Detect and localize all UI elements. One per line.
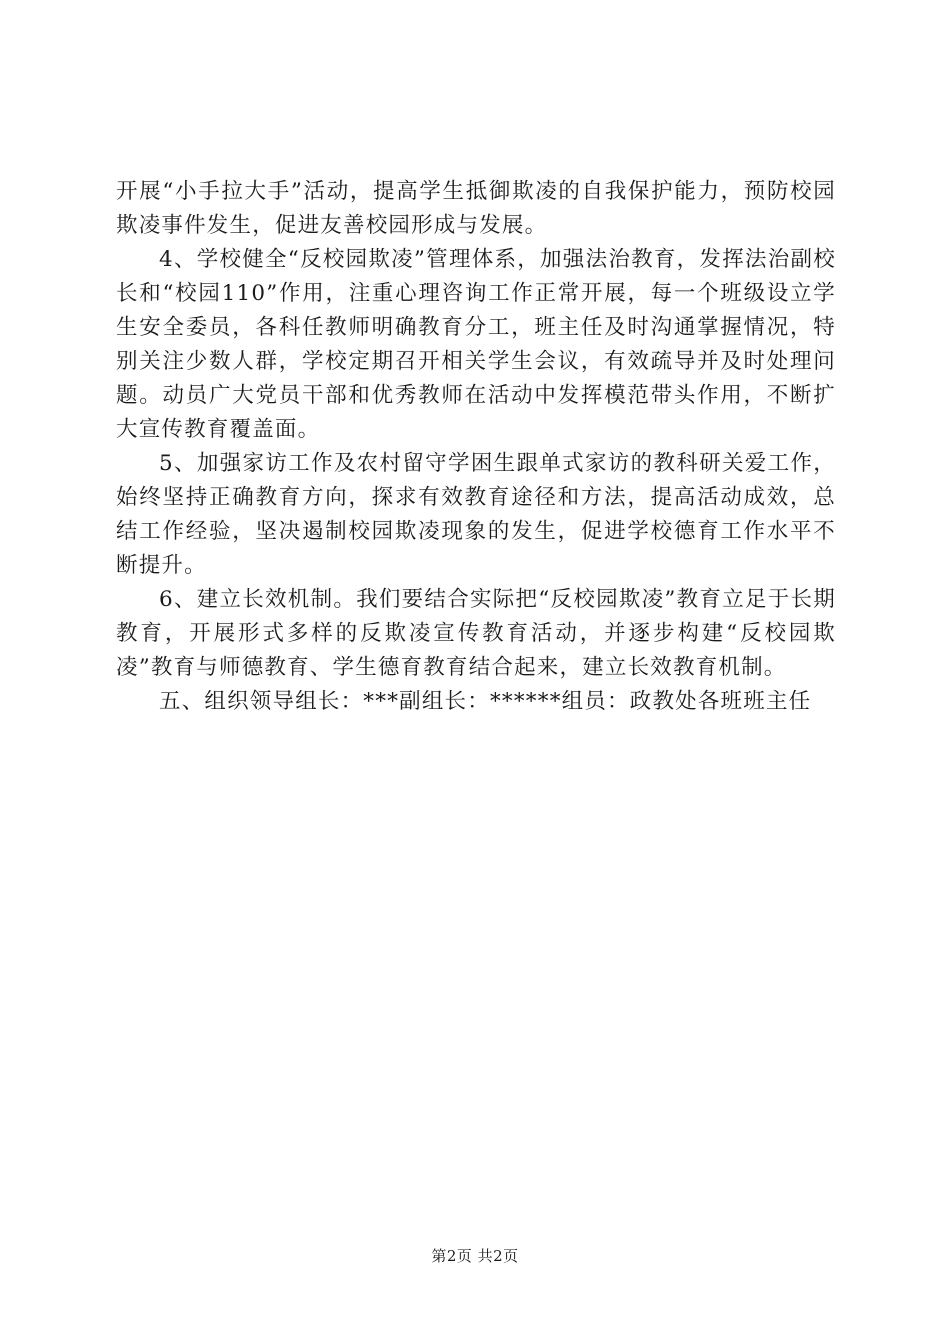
paragraph-item-6: 6、建立长效机制。我们要结合实际把“反校园欺凌”教育立足于长期教育，开展形式多样的反欺凌宣传教育活动，并逐步构建“反校园欺凌”教育与师德教育、学生德育教育结合起来，建立长效教育机制。: [116, 587, 836, 680]
paragraph-section-5-organization: 五、组织领导组长：***副组长：******组员：政教处各班班主任: [159, 689, 812, 714]
paragraph-item-5: 5、加强家访工作及农村留守学困生跟单式家访的教科研关爱工作，始终坚持正确教育方向，探求有效教育途径和方法，提高活动成效，总结工作经验，坚决遏制校园欺凌现象的发生，促进学校德育工作水平不断提升。: [116, 451, 836, 578]
paragraph-item-4: 4、学校健全“反校园欺凌”管理体系，加强法治教育，发挥法治副校长和“校园110”作用，注重心理咨询工作正常开展，每一个班级设立学生安全委员，各科任教师明确教育分工，班主任及时沟通掌握情况，特别关注少数人群，学校定期召开相关学生会议，有效疏导并及时处理问题。动员广大党员干部和优秀教师在活动中发挥模范带头作用，不断扩大宣传教育覆盖面。: [116, 247, 836, 442]
page-footer: 第2页 共2页: [431, 1247, 519, 1265]
paragraph-continuation: 开展“小手拉大手”活动，提高学生抵御欺凌的自我保护能力，预防校园欺凌事件发生，促进友善校园形成与发展。: [116, 179, 836, 238]
document-body: [116, 175, 836, 719]
